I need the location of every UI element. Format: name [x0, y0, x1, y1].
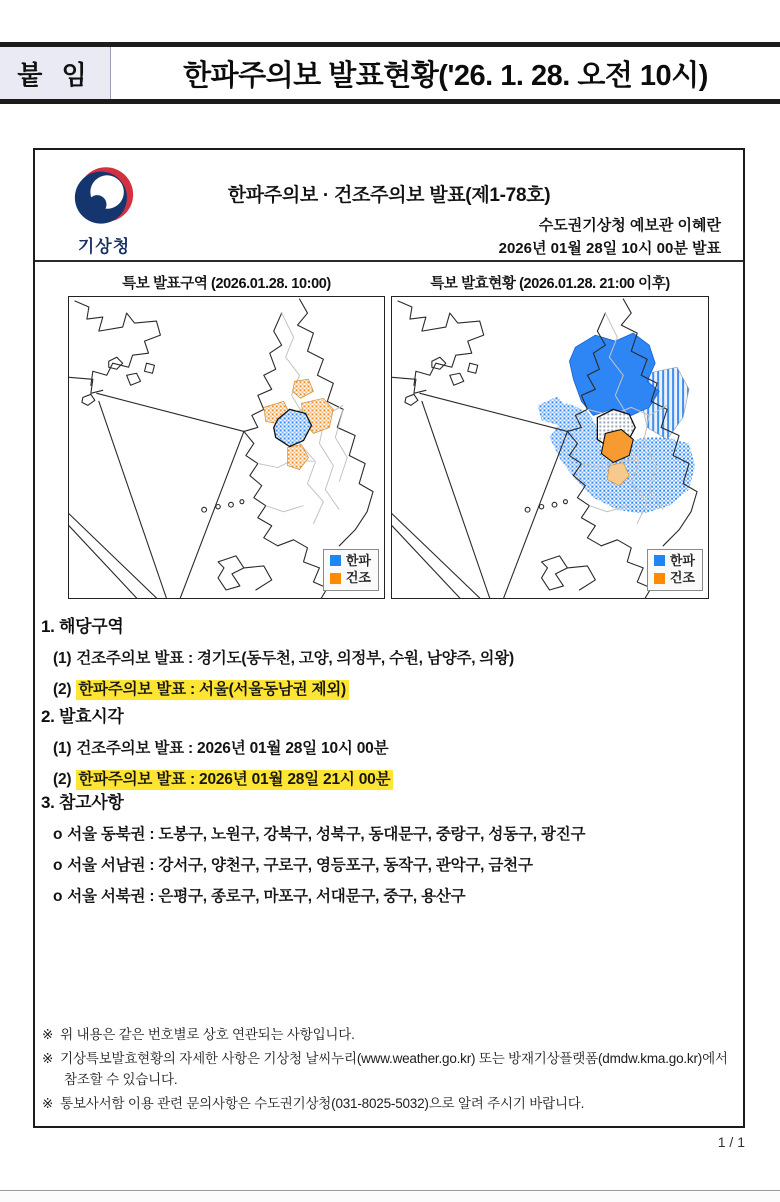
issue-datetime: 2026년 01월 28일 10시 00분 발표	[498, 240, 721, 258]
map-effective-title: 특보 발효현황 (2026.01.28. 21:00 이후)	[430, 276, 670, 292]
dry-label: 건조	[345, 570, 371, 586]
section-heading: 3. 참고사항	[41, 793, 124, 812]
issuer-block	[499, 214, 721, 261]
page-number: 1 / 1	[717, 1134, 745, 1150]
note-line	[42, 1048, 740, 1091]
item-text-highlighted: 한파주의보 발표 : 2026년 01월 28일 21시 00분	[76, 770, 393, 790]
item-prefix: (1)	[53, 740, 72, 757]
note-text: 통보사서함 이용 관련 문의사항은 수도권기상청(031-8025-5032)으로 알려 주시기 바랍니다.	[60, 1095, 585, 1111]
section-item	[41, 884, 741, 906]
page-bottom-divider	[0, 1190, 780, 1202]
legend-dry	[330, 569, 371, 587]
cold-wave-label: 한파	[669, 552, 695, 568]
cold-wave-swatch-icon	[330, 555, 341, 566]
header-divider	[35, 260, 743, 262]
item-prefix: o	[53, 826, 63, 843]
note-line	[42, 1024, 740, 1046]
footer-notes	[42, 1024, 740, 1116]
note-line	[42, 1093, 740, 1115]
note-text: 기상특보발효현황의 자세한 사항은 기상청 날씨누리(www.weather.go.kr) 또는 방재기상플랫폼(dmdw.kma.go.kr)에서 참조할 수 있습니다.	[60, 1050, 728, 1088]
item-text-highlighted: 한파주의보 발표 : 서울(서울동남권 제외)	[76, 680, 349, 700]
item-prefix: (2)	[53, 681, 72, 698]
note-marker: ※	[42, 1095, 54, 1111]
attachment-label: 붙 임	[0, 47, 111, 99]
section-target-regions	[41, 612, 741, 699]
section-reference	[41, 788, 741, 906]
map-legend	[647, 549, 703, 591]
page-title: 한파주의보 발표현황('26. 1. 28. 오전 10시)	[183, 59, 708, 92]
map-announced-canvas	[68, 296, 385, 599]
map-announced-title: 특보 발표구역 (2026.01.28. 10:00)	[122, 276, 331, 292]
agency-name: 기상청	[77, 237, 131, 256]
item-text: 서울 서남권 : 강서구, 양천구, 구로구, 영등포구, 동작구, 관악구, 금천구	[67, 857, 533, 874]
item-prefix: (2)	[53, 771, 72, 788]
dry-label: 건조	[669, 570, 695, 586]
item-prefix: o	[53, 857, 63, 874]
item-prefix: o	[53, 888, 63, 905]
section-item	[41, 736, 741, 758]
cold-wave-label: 한파	[345, 552, 371, 568]
section-item	[41, 677, 741, 699]
section-heading: 2. 발효시각	[41, 707, 124, 726]
item-text: 서울 서북권 : 은평구, 종로구, 마포구, 서대문구, 중구, 용산구	[67, 888, 466, 905]
legend-cold-wave	[330, 552, 371, 570]
advisory-document	[33, 148, 745, 1128]
map-announced-regions-panel	[68, 272, 385, 599]
map-effective-status-panel	[391, 272, 709, 599]
item-text: 건조주의보 발표 : 2026년 01월 28일 10시 00분	[76, 740, 389, 757]
section-effective-time	[41, 702, 741, 789]
section-item	[41, 767, 741, 789]
item-prefix: (1)	[53, 650, 72, 667]
attachment-header-band	[0, 42, 780, 104]
cold-wave-swatch-icon	[654, 555, 665, 566]
item-text: 건조주의보 발표 : 경기도(동두천, 고양, 의정부, 수원, 남양주, 의왕)	[76, 650, 514, 667]
map-effective-canvas	[391, 296, 709, 599]
item-text: 서울 동북권 : 도봉구, 노원구, 강북구, 성북구, 동대문구, 중랑구, 성동구, 광진구	[67, 826, 586, 843]
note-marker: ※	[42, 1027, 54, 1042]
legend-cold-wave	[654, 552, 695, 570]
section-item	[41, 853, 741, 875]
section-item	[41, 646, 741, 668]
section-heading: 1. 해당구역	[41, 617, 124, 636]
issuer-forecaster: 수도권기상청 예보관 이혜란	[538, 217, 721, 234]
note-text: 위 내용은 같은 번호별로 상호 연관되는 사항입니다.	[60, 1027, 355, 1042]
section-item	[41, 822, 741, 844]
dry-swatch-icon	[330, 573, 341, 584]
dry-swatch-icon	[654, 573, 665, 584]
map-legend	[323, 549, 379, 591]
legend-dry	[654, 569, 695, 587]
document-title: 한파주의보 · 건조주의보 발표(제1-78호)	[227, 185, 551, 206]
note-marker: ※	[42, 1050, 54, 1066]
